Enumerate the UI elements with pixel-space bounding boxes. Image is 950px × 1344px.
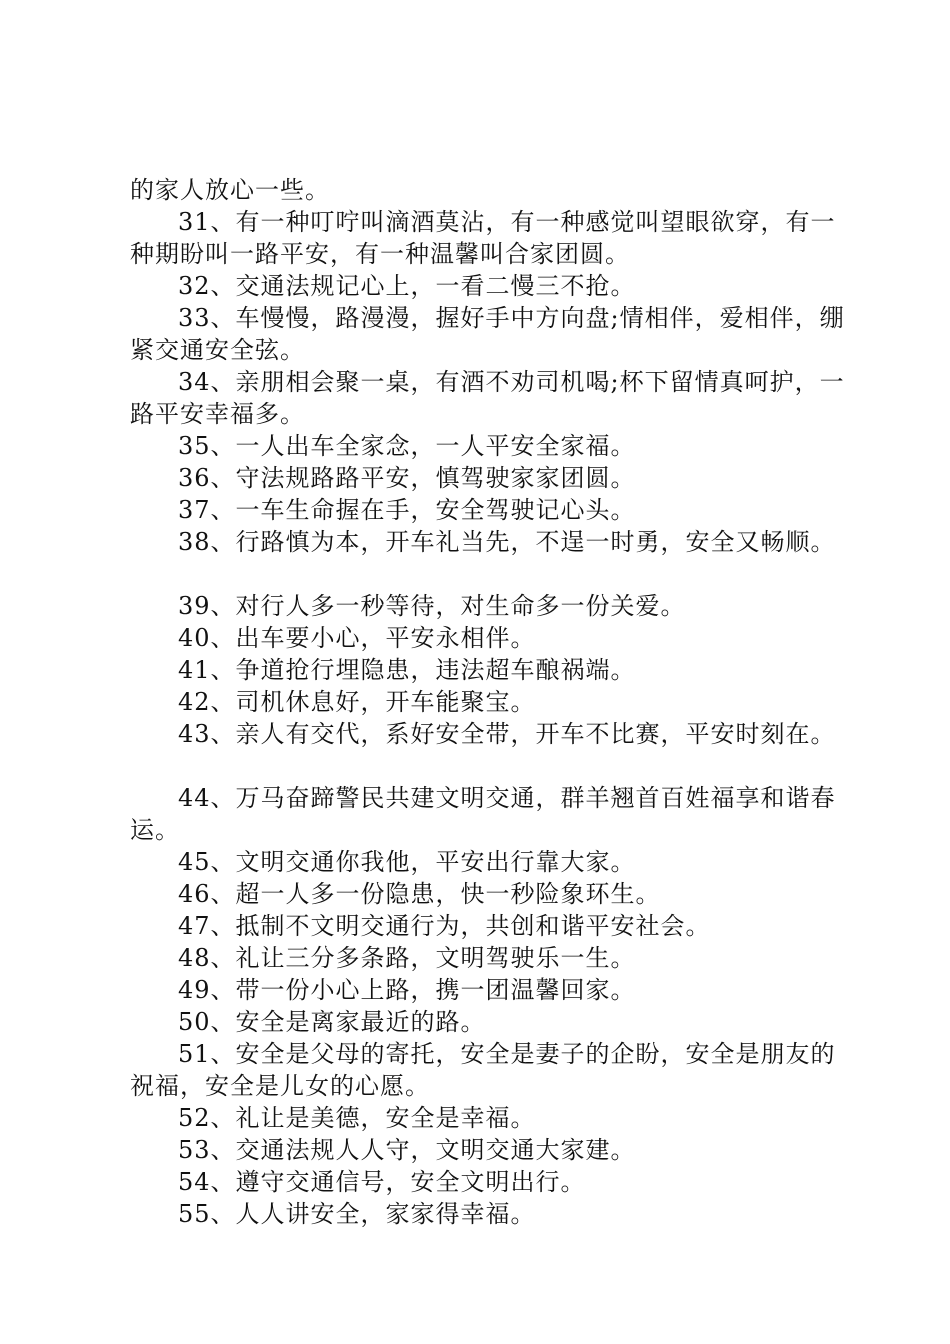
- slogan-40: 40、出车要小心，平安永相伴。: [178, 624, 536, 652]
- slogan-41: 41、争道抢行埋隐患，违法超车酿祸端。: [178, 656, 636, 684]
- slogan-53: 53、交通法规人人守，文明交通大家建。: [178, 1136, 636, 1164]
- slogan-31: 31、有一种叮咛叫滴酒莫沾，有一种感觉叫望眼欲穿，有一种期盼叫一路平安，有一种温馨叫合家团圆。: [130, 208, 836, 268]
- slogan-37: 37、一车生命握在手，安全驾驶记心头。: [178, 496, 636, 524]
- slogan-36: 36、守法规路路平安，慎驾驶家家团圆。: [178, 464, 636, 492]
- slogan-33: 33、车慢慢，路漫漫，握好手中方向盘;情相伴，爱相伴，绷紧交通安全弦。: [130, 304, 845, 364]
- document-body: [130, 174, 850, 1230]
- slogan-45: 45、文明交通你我他，平安出行靠大家。: [178, 848, 636, 876]
- slogan-32: 32、交通法规记心上，一看二慢三不抢。: [178, 272, 636, 300]
- slogan-47: 47、抵制不文明交通行为，共创和谐平安社会。: [178, 912, 711, 940]
- slogan-39: 39、对行人多一秒等待，对生命多一份关爱。: [178, 592, 686, 620]
- slogan-51: 51、安全是父母的寄托，安全是妻子的企盼，安全是朋友的祝福，安全是儿女的心愿。: [130, 1040, 836, 1100]
- slogan-42: 42、司机休息好，开车能聚宝。: [178, 688, 536, 716]
- slogan-49: 49、带一份小心上路，携一团温馨回家。: [178, 976, 636, 1004]
- slogan-54: 54、遵守交通信号，安全文明出行。: [178, 1168, 586, 1196]
- slogan-50: 50、安全是离家最近的路。: [178, 1008, 486, 1036]
- slogan-43: 43、亲人有交代，系好安全带，开车不比赛，平安时刻在。: [178, 720, 836, 748]
- paragraph-continuation: 的家人放心一些。: [130, 176, 330, 204]
- slogan-48: 48、礼让三分多条路，文明驾驶乐一生。: [178, 944, 636, 972]
- slogan-46: 46、超一人多一份隐患，快一秒险象环生。: [178, 880, 661, 908]
- slogan-44: 44、万马奋蹄警民共建文明交通，群羊翘首百姓福享和谐春运。: [130, 784, 836, 844]
- slogan-52: 52、礼让是美德，安全是幸福。: [178, 1104, 536, 1132]
- slogan-55: 55、人人讲安全，家家得幸福。: [178, 1200, 536, 1228]
- slogan-35: 35、一人出车全家念，一人平安全家福。: [178, 432, 636, 460]
- slogan-38: 38、行路慎为本，开车礼当先，不逞一时勇，安全又畅顺。: [178, 528, 836, 556]
- slogan-34: 34、亲朋相会聚一桌，有酒不劝司机喝;杯下留情真呵护，一路平安幸福多。: [130, 368, 845, 428]
